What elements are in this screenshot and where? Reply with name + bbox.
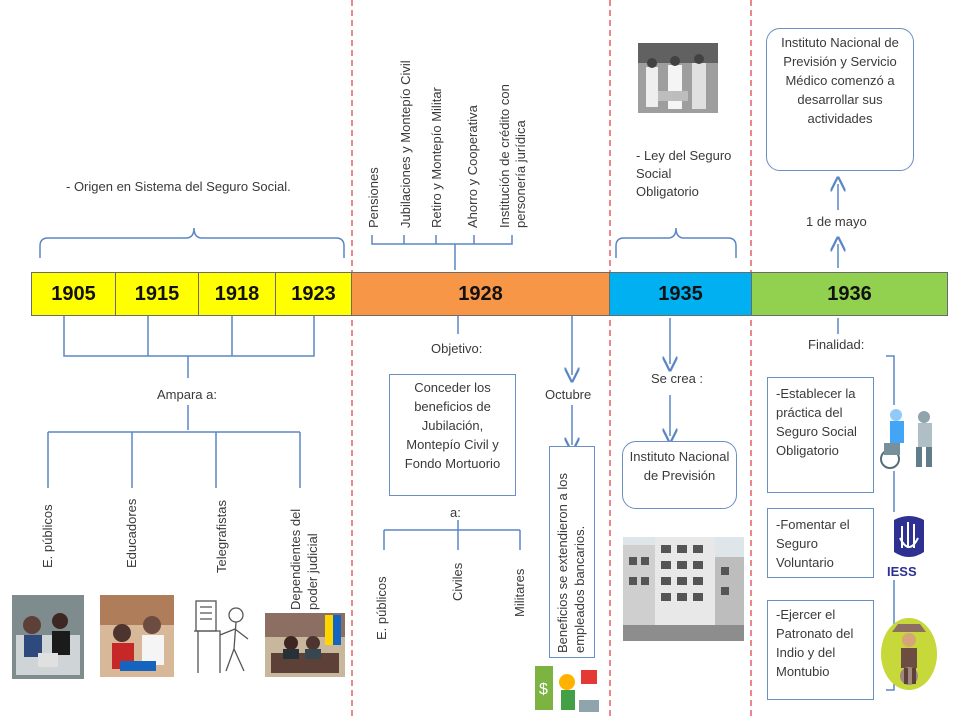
brace-1905-1923: [40, 228, 344, 258]
ampara-label: Ampara a:: [157, 387, 217, 402]
care-illustration: [876, 405, 940, 471]
item-ahorro: Ahorro y Cooperativa: [465, 105, 480, 228]
photo-educators: [100, 595, 174, 677]
group-dependientes: Dependientes del poder judicial: [288, 508, 320, 610]
year-1928: 1928: [351, 272, 610, 316]
group-1928-militares: Militares: [512, 568, 527, 617]
bracket-years: [64, 316, 314, 378]
instituto-servicio-box: Instituto Nacional de Previsión y Servicio Médico comenzó a desarrollar sus actividades: [766, 28, 914, 171]
origen-note: - Origen en Sistema del Seguro Social.: [66, 179, 291, 194]
drawing-telegraph: [190, 593, 258, 677]
ley-note: - Ley del Seguro Social Obligatorio: [636, 148, 732, 199]
item-retiro: Retiro y Montepío Militar: [429, 87, 444, 228]
tree-a: [384, 520, 520, 550]
year-1923: 1923: [275, 272, 352, 316]
montubio-illustration: [880, 612, 938, 692]
iess-logo-text: IESS: [887, 564, 917, 579]
svg-text:$: $: [539, 681, 548, 698]
octubre-text: Beneficios se extendieron a los empleados bancarios.: [555, 473, 587, 653]
tree-ampara: [48, 405, 300, 488]
tree-1928-top: [372, 235, 512, 270]
group-e-publicos: E. públicos: [40, 504, 55, 568]
item-jubilaciones: Jubilaciones y Montepío Civil: [398, 60, 413, 228]
group-educadores: Educadores: [124, 498, 139, 568]
finalidad-label: Finalidad:: [808, 337, 865, 352]
year-1918: 1918: [198, 272, 276, 316]
year-1936: 1936: [751, 272, 948, 316]
date-label: 1 de mayo: [806, 214, 867, 229]
photo-judicial: [265, 613, 345, 677]
octubre-box: [549, 446, 595, 658]
objetivo-label: Objetivo:: [431, 341, 483, 356]
money-illustration: [531, 660, 603, 716]
finalidad-item-2: -Fomentar el Seguro Voluntario: [767, 508, 874, 578]
year-1935: 1935: [609, 272, 752, 316]
group-1928-e-publicos: E. públicos: [374, 576, 389, 640]
photo-office-workers: [12, 595, 84, 679]
year-1905: 1905: [31, 272, 116, 316]
item-pensiones: Pensiones: [366, 167, 381, 228]
iess-logo: [884, 512, 934, 580]
photo-building: [623, 537, 744, 641]
a-label: a:: [450, 505, 461, 520]
se-crea-label: Se crea :: [651, 371, 704, 386]
brace-1935: [616, 228, 736, 258]
finalidad-item-3: -Ejercer el Patronato del Indio y del Montubio: [767, 600, 874, 700]
instituto-box: Instituto Nacional de Previsión: [622, 441, 737, 509]
group-1928-civiles: Civiles: [450, 562, 465, 601]
year-1915: 1915: [115, 272, 199, 316]
octubre-label: Octubre: [545, 387, 592, 402]
finalidad-item-1: -Establecer la práctica del Seguro Social Obligatorio: [767, 377, 874, 493]
photo-hospital: [638, 43, 718, 113]
objetivo-box: Conceder los beneficios de Jubilación, Montepío Civil y Fondo Mortuorio: [389, 374, 516, 496]
group-telegrafistas: Telegrafistas: [214, 500, 229, 573]
item-institucion: Institución de crédito con personería jurídica: [497, 84, 528, 228]
